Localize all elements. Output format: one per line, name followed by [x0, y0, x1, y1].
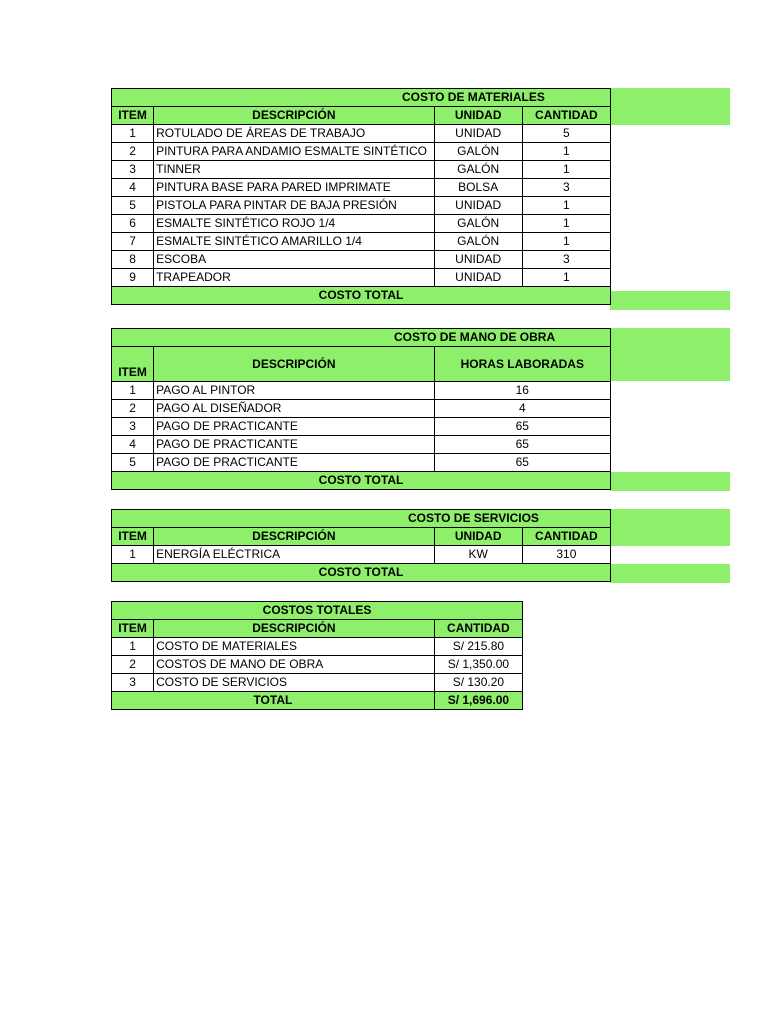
cell-item: 5 [112, 454, 154, 472]
cell-item: 1 [112, 546, 154, 564]
column-header-item: ITEM [112, 620, 154, 638]
cell-cantidad: 1 [522, 233, 610, 251]
cell-cantidad: 1 [522, 161, 610, 179]
cell-item: 1 [112, 125, 154, 143]
cell-descripcion: TRAPEADOR [154, 269, 435, 287]
table-row [112, 400, 611, 418]
header-band-servicios [610, 509, 730, 546]
total-row-label: COSTO TOTAL [112, 472, 611, 490]
table-row [112, 179, 611, 197]
section-title: COSTO DE MANO DE OBRA [112, 329, 611, 347]
column-header-cantidad: CANTIDAD [522, 528, 610, 546]
cell-item: 5 [112, 197, 154, 215]
cell-cantidad: 310 [522, 546, 610, 564]
cell-unidad: UNIDAD [434, 269, 522, 287]
table-costos-totales [111, 601, 523, 710]
table-row [112, 215, 611, 233]
cell-descripcion: ESCOBA [154, 251, 435, 269]
table-row [112, 674, 523, 692]
table-row [112, 638, 523, 656]
cell-item: 1 [112, 382, 154, 400]
table-row [112, 546, 611, 564]
cell-cantidad: 3 [522, 179, 610, 197]
table-costo-mano-obra [111, 328, 611, 490]
cell-item: 3 [112, 418, 154, 436]
cell-descripcion: TINNER [154, 161, 435, 179]
cell-item: 9 [112, 269, 154, 287]
total-band-materiales [610, 291, 730, 310]
column-header-unidad: UNIDAD [434, 107, 522, 125]
cell-unidad: KW [434, 546, 522, 564]
cell-cantidad: S/ 215.80 [434, 638, 522, 656]
section-title: COSTOS TOTALES [112, 602, 523, 620]
cell-descripcion: PAGO AL DISEÑADOR [154, 400, 435, 418]
cell-descripcion: COSTO DE MATERIALES [154, 638, 435, 656]
cell-horas: 65 [434, 436, 610, 454]
table-row [112, 656, 523, 674]
cell-cantidad: 1 [522, 269, 610, 287]
cell-unidad: UNIDAD [434, 125, 522, 143]
cell-item: 6 [112, 215, 154, 233]
cell-item: 2 [112, 400, 154, 418]
cell-descripcion: ESMALTE SINTÉTICO ROJO 1/4 [154, 215, 435, 233]
column-header-descripcion: DESCRIPCIÓN [154, 347, 435, 382]
table-row [112, 197, 611, 215]
section-title: COSTO DE SERVICIOS [112, 510, 611, 528]
cell-descripcion: PAGO AL PINTOR [154, 382, 435, 400]
table-row [112, 233, 611, 251]
cell-descripcion: PAGO DE PRACTICANTE [154, 436, 435, 454]
cell-unidad: UNIDAD [434, 197, 522, 215]
column-header-item: ITEM [112, 528, 154, 546]
cell-cantidad: 1 [522, 197, 610, 215]
cell-unidad: BOLSA [434, 179, 522, 197]
cell-horas: 16 [434, 382, 610, 400]
table-row [112, 143, 611, 161]
header-band-materiales [610, 88, 730, 125]
cell-item: 4 [112, 436, 154, 454]
cell-horas: 65 [434, 418, 610, 436]
cell-unidad: UNIDAD [434, 251, 522, 269]
cell-unidad: GALÓN [434, 161, 522, 179]
section-title: COSTO DE MATERIALES [112, 89, 611, 107]
column-header-item: ITEM [112, 107, 154, 125]
cell-descripcion: PAGO DE PRACTICANTE [154, 418, 435, 436]
cell-item: 2 [112, 143, 154, 161]
cell-item: 4 [112, 179, 154, 197]
cell-unidad: GALÓN [434, 233, 522, 251]
total-row-label: TOTAL [112, 692, 435, 710]
cell-descripcion: COSTO DE SERVICIOS [154, 674, 435, 692]
cell-item: 3 [112, 161, 154, 179]
cell-descripcion: PINTURA PARA ANDAMIO ESMALTE SINTÉTICO [154, 143, 435, 161]
cell-cantidad: 5 [522, 125, 610, 143]
cell-horas: 4 [434, 400, 610, 418]
cell-unidad: GALÓN [434, 215, 522, 233]
column-header-horas: HORAS LABORADAS [434, 347, 610, 382]
total-row-value: S/ 1,696.00 [434, 692, 522, 710]
table-costo-servicios [111, 509, 611, 582]
cell-descripcion: PISTOLA PARA PINTAR DE BAJA PRESIÓN [154, 197, 435, 215]
cell-descripcion: ENERGÍA ELÉCTRICA [154, 546, 435, 564]
table-row [112, 418, 611, 436]
total-row-label: COSTO TOTAL [112, 287, 611, 305]
cell-cantidad: 1 [522, 143, 610, 161]
table-row [112, 382, 611, 400]
total-band-mano-obra [610, 472, 730, 491]
cell-item: 7 [112, 233, 154, 251]
cell-unidad: GALÓN [434, 143, 522, 161]
table-row [112, 436, 611, 454]
table-row [112, 269, 611, 287]
column-header-descripcion: DESCRIPCIÓN [154, 107, 435, 125]
cell-descripcion: ESMALTE SINTÉTICO AMARILLO 1/4 [154, 233, 435, 251]
total-row-label: COSTO TOTAL [112, 564, 611, 582]
column-header-cantidad: CANTIDAD [522, 107, 610, 125]
cell-descripcion: ROTULADO DE ÁREAS DE TRABAJO [154, 125, 435, 143]
cell-descripcion: COSTOS DE MANO DE OBRA [154, 656, 435, 674]
table-costo-materiales [111, 88, 611, 305]
cell-item: 1 [112, 638, 154, 656]
cell-horas: 65 [434, 454, 610, 472]
table-row [112, 454, 611, 472]
column-header-descripcion: DESCRIPCIÓN [154, 528, 435, 546]
cell-item: 2 [112, 656, 154, 674]
column-header-cantidad: CANTIDAD [434, 620, 522, 638]
header-band-mano-obra [610, 328, 730, 381]
cell-descripcion: PAGO DE PRACTICANTE [154, 454, 435, 472]
cell-descripcion: PINTURA BASE PARA PARED IMPRIMATE [154, 179, 435, 197]
cell-cantidad: S/ 130.20 [434, 674, 522, 692]
column-header-descripcion: DESCRIPCIÓN [154, 620, 435, 638]
column-header-unidad: UNIDAD [434, 528, 522, 546]
cell-item: 8 [112, 251, 154, 269]
cell-item: 3 [112, 674, 154, 692]
cell-cantidad: 3 [522, 251, 610, 269]
column-header-item: ITEM [112, 347, 154, 382]
cell-cantidad: 1 [522, 215, 610, 233]
table-row [112, 161, 611, 179]
table-row [112, 125, 611, 143]
table-row [112, 251, 611, 269]
total-band-servicios [610, 564, 730, 583]
cell-cantidad: S/ 1,350.00 [434, 656, 522, 674]
